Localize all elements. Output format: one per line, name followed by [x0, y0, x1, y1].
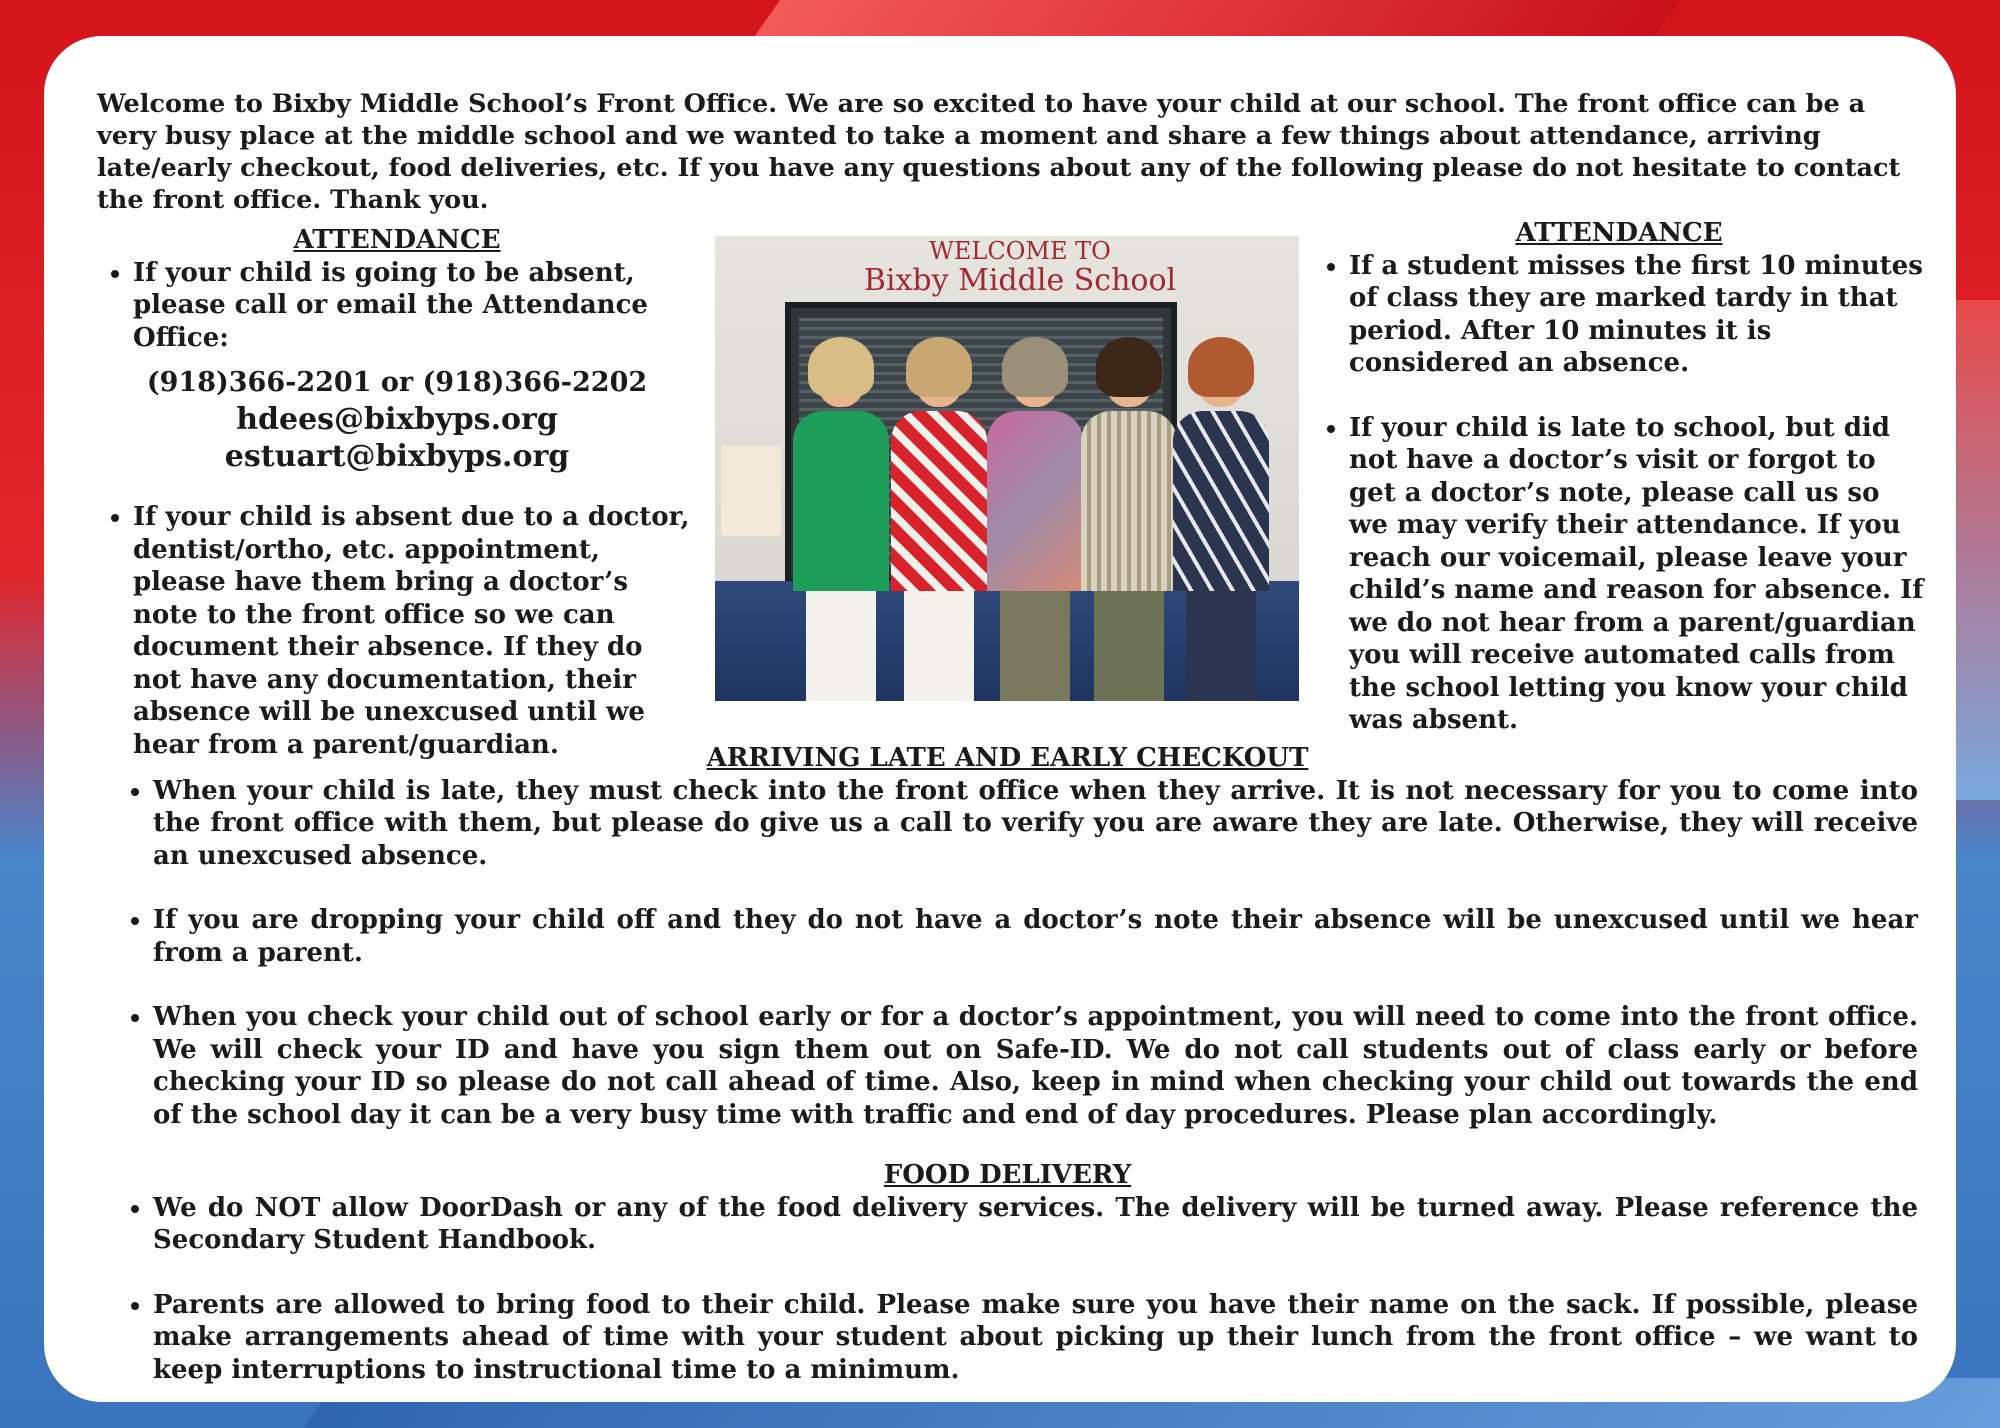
right-attendance-bullet-1: • If a student misses the first 10 minutes of class they are marked tardy in that period. After 10 minutes it is considered an absence.: [1349, 250, 1925, 380]
late-checkout-item-3: • When you check your child out of school early or for a doctor’s appointment, you will need to come into the front office. We will check your ID and have you sign them out on Safe-ID. We do not call students out of class early or before checking your ID so please do not call ahead of time. Also, keep in mind when checking your child out towards the end of the school day it can be a very busy time with traffic and end of day procedures. Please plan accordingly.: [153, 1001, 1918, 1131]
food-delivery-list: [97, 1192, 1918, 1387]
late-checkout-list: [97, 775, 1918, 1132]
late-checkout-heading: ARRIVING LATE AND EARLY CHECKOUT: [706, 743, 1309, 773]
late-checkout-item-2: • If you are dropping your child off and they do not have a doctor’s note their absence will be unexcused until we hear from a parent.: [153, 904, 1918, 969]
food-delivery-item-2: • Parents are allowed to bring food to their child. Please make sure you have their name on the sack. If possible, please make arrangements ahead of time with your student about picking up their lunch from the front office – we want to keep interruptions to instructional time to a minimum.: [153, 1289, 1918, 1387]
left-attendance-heading: ATTENDANCE: [293, 225, 501, 255]
attendance-email-estuart[interactable]: estuart@bixbyps.org: [224, 439, 570, 474]
right-attendance-bullet-2: • If your child is late to school, but did not have a doctor’s visit or forgot to get a doctor’s note, please call us so we may verify their attendance. If you reach our voicemail, please leave your child’s name and reason for absence. If we do not hear from a parent/guardian you will receive automated calls from the school letting you know your child was absent.: [1349, 412, 1925, 737]
food-delivery-item-1: • We do NOT allow DoorDash or any of the food delivery services. The delivery will be turned away. Please reference the Secondary Student Handbook.: [153, 1192, 1918, 1257]
right-attendance-heading: ATTENDANCE: [1515, 218, 1723, 248]
intro-paragraph: Welcome to Bixby Middle School’s Front Office. We are so excited to have your child at our school. The front office can be a very busy place at the middle school and we wanted to take a moment and share a few things about attendance, arriving late/early checkout, food deliveries, etc. If you have any questions about any of the following please do not hesitate to contact the front office. Thank you.: [97, 89, 1901, 215]
right-attendance-list: [1313, 250, 1925, 737]
photo-sign-welcome: WELCOME TO: [929, 237, 1111, 265]
lower-section: [97, 742, 1918, 1386]
photo-sign-school-name: Bixby Middle School: [863, 263, 1177, 298]
late-checkout-item-1: • When your child is late, they must check into the front office when they arrive. It is not necessary for you to come into the front office with them, but please do give us a call to verify you are aware they are late. Otherwise, they will receive an unexcused absence.: [153, 775, 1918, 873]
food-delivery-heading: FOOD DELIVERY: [883, 1160, 1132, 1190]
photo-lamp: [721, 446, 781, 536]
photo-person-2: [891, 345, 987, 701]
left-attendance-bullet-1: • If your child is going to be absent, please call or email the Attendance Office:: [133, 257, 697, 355]
photo-wall-sign: [795, 236, 1245, 296]
photo-person-4: [1081, 345, 1177, 701]
photo-person-3: [987, 345, 1083, 701]
left-attendance-column: [97, 224, 697, 761]
photo-person-5: [1173, 345, 1269, 701]
attendance-contact: [97, 364, 697, 475]
right-attendance-column: [1313, 217, 1925, 737]
left-attendance-list-2: [97, 501, 697, 761]
left-attendance-bullet-2: • If your child is absent due to a doctor, dentist/ortho, etc. appointment, please have them bring a doctor’s note to the front office so we can document their absence. If they do not have any documentation, their absence will be unexcused until we hear from a parent/guardian.: [133, 501, 697, 761]
photo-person-1: [793, 345, 889, 701]
front-office-staff-photo: [715, 236, 1299, 701]
attendance-phones: (918)366-2201 or (918)366-2202: [146, 367, 648, 398]
attendance-email-hdees[interactable]: hdees@bixbyps.org: [236, 402, 558, 437]
left-attendance-list: [97, 257, 697, 355]
